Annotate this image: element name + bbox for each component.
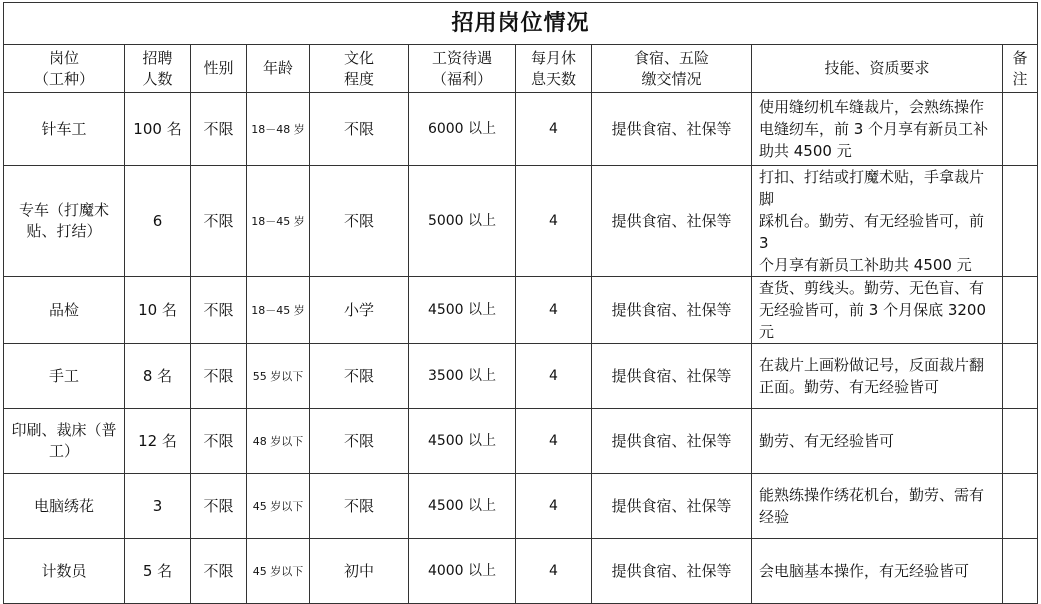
- cell-benefits: 提供食宿、社保等: [592, 93, 752, 166]
- cell-notes: [1003, 277, 1038, 344]
- header-row: [4, 45, 1038, 93]
- cell-gender: 不限: [191, 93, 247, 166]
- table-row: [4, 474, 1038, 539]
- table-title: 招用岗位情况: [4, 3, 1038, 45]
- cell-education: 不限: [310, 93, 409, 166]
- cell-notes: [1003, 344, 1038, 409]
- cell-salary: 4500 以上: [409, 474, 516, 539]
- cell-gender: 不限: [191, 344, 247, 409]
- cell-age: 18－48 岁: [247, 93, 310, 166]
- cell-gender: 不限: [191, 474, 247, 539]
- cell-benefits: 提供食宿、社保等: [592, 474, 752, 539]
- cell-requirements: 勤劳、有无经验皆可: [752, 409, 1003, 474]
- cell-education: 不限: [310, 409, 409, 474]
- cell-education: 不限: [310, 166, 409, 277]
- cell-age: 48 岁以下: [247, 409, 310, 474]
- cell-count: 10 名: [125, 277, 191, 344]
- cell-rest: 4: [516, 344, 592, 409]
- cell-age: 55 岁以下: [247, 344, 310, 409]
- cell-age: 45 岁以下: [247, 474, 310, 539]
- cell-education: 不限: [310, 344, 409, 409]
- cell-gender: 不限: [191, 166, 247, 277]
- table-row: [4, 166, 1038, 277]
- header-requirements: 技能、资质要求: [752, 45, 1003, 93]
- cell-rest: 4: [516, 277, 592, 344]
- cell-benefits: 提供食宿、社保等: [592, 409, 752, 474]
- cell-requirements: 查货、剪线头。勤劳、无色盲、有 无经验皆可，前 3 个月保底 3200 元: [752, 277, 1003, 344]
- cell-rest: 4: [516, 539, 592, 604]
- cell-position: 电脑绣花: [4, 474, 125, 539]
- cell-age: 18－45 岁: [247, 277, 310, 344]
- cell-education: 初中: [310, 539, 409, 604]
- cell-count: 8 名: [125, 344, 191, 409]
- table-row: [4, 93, 1038, 166]
- cell-count: 3: [125, 474, 191, 539]
- header-age: 年龄: [247, 45, 310, 93]
- header-salary: 工资待遇 （福利）: [409, 45, 516, 93]
- cell-count: 5 名: [125, 539, 191, 604]
- cell-rest: 4: [516, 166, 592, 277]
- cell-salary: 5000 以上: [409, 166, 516, 277]
- cell-salary: 4500 以上: [409, 409, 516, 474]
- cell-requirements: 会电脑基本操作，有无经验皆可: [752, 539, 1003, 604]
- cell-count: 100 名: [125, 93, 191, 166]
- cell-benefits: 提供食宿、社保等: [592, 277, 752, 344]
- cell-requirements: 打扣、打结或打魔术贴，手拿裁片脚 踩机台。勤劳、有无经验皆可，前 3 个月享有新员工补助共 4500 元: [752, 166, 1003, 277]
- cell-position: 针车工: [4, 93, 125, 166]
- cell-requirements: 能熟练操作绣花机台，勤劳、需有 经验: [752, 474, 1003, 539]
- header-benefits: 食宿、五险 缴交情况: [592, 45, 752, 93]
- cell-rest: 4: [516, 409, 592, 474]
- cell-count: 6: [125, 166, 191, 277]
- cell-notes: [1003, 474, 1038, 539]
- cell-position: 手工: [4, 344, 125, 409]
- header-position: 岗位 （工种）: [4, 45, 125, 93]
- cell-notes: [1003, 409, 1038, 474]
- cell-notes: [1003, 93, 1038, 166]
- cell-requirements: 使用缝纫机车缝裁片，会熟练操作 电缝纫车，前 3 个月享有新员工补 助共 4500 元: [752, 93, 1003, 166]
- cell-salary: 4000 以上: [409, 539, 516, 604]
- table-row: [4, 277, 1038, 344]
- header-count: 招聘 人数: [125, 45, 191, 93]
- cell-notes: [1003, 166, 1038, 277]
- header-education: 文化 程度: [310, 45, 409, 93]
- cell-position: 品检: [4, 277, 125, 344]
- cell-gender: 不限: [191, 539, 247, 604]
- cell-education: 不限: [310, 474, 409, 539]
- cell-position: 印刷、裁床（普工）: [4, 409, 125, 474]
- cell-notes: [1003, 539, 1038, 604]
- cell-gender: 不限: [191, 277, 247, 344]
- cell-position: 专车（打魔术贴、打结）: [4, 166, 125, 277]
- cell-education: 小学: [310, 277, 409, 344]
- header-notes: 备 注: [1003, 45, 1038, 93]
- cell-rest: 4: [516, 474, 592, 539]
- table-row: [4, 344, 1038, 409]
- job-table: [3, 2, 1038, 604]
- cell-benefits: 提供食宿、社保等: [592, 344, 752, 409]
- cell-position: 计数员: [4, 539, 125, 604]
- cell-age: 18－45 岁: [247, 166, 310, 277]
- table-row: [4, 539, 1038, 604]
- cell-benefits: 提供食宿、社保等: [592, 539, 752, 604]
- cell-rest: 4: [516, 93, 592, 166]
- table-row: [4, 409, 1038, 474]
- cell-salary: 3500 以上: [409, 344, 516, 409]
- cell-count: 12 名: [125, 409, 191, 474]
- cell-salary: 4500 以上: [409, 277, 516, 344]
- cell-salary: 6000 以上: [409, 93, 516, 166]
- header-rest: 每月休 息天数: [516, 45, 592, 93]
- cell-benefits: 提供食宿、社保等: [592, 166, 752, 277]
- cell-age: 45 岁以下: [247, 539, 310, 604]
- cell-requirements: 在裁片上画粉做记号，反面裁片翻 正面。勤劳、有无经验皆可: [752, 344, 1003, 409]
- cell-gender: 不限: [191, 409, 247, 474]
- header-gender: 性别: [191, 45, 247, 93]
